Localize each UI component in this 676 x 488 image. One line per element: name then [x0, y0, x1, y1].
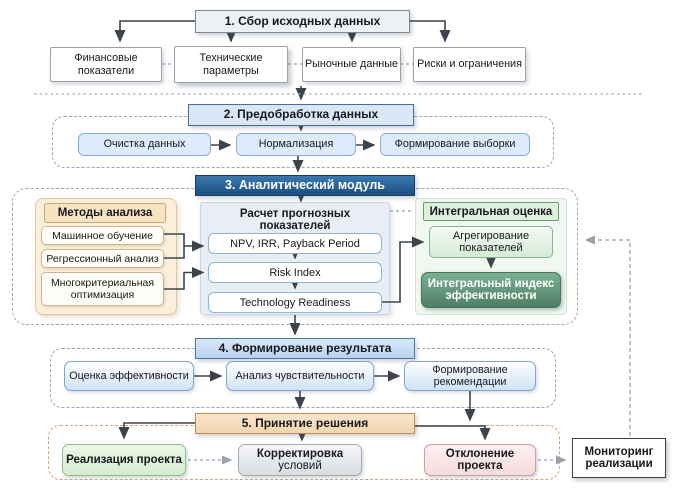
panel-title: Расчет прогнозных показателей	[239, 208, 351, 232]
node-label: Интегральный индекс эффективности	[427, 278, 555, 302]
node-indicator-aggregation	[429, 226, 553, 258]
feedback-arrow	[586, 240, 630, 436]
node-label: Машинное обучение	[52, 229, 153, 242]
section3-header	[195, 175, 415, 196]
node-sensitivity-analysis	[226, 361, 374, 391]
node-data-cleaning	[78, 133, 211, 156]
section1-title: 1. Сбор исходных данных	[224, 13, 381, 28]
node-sample-formation	[380, 133, 530, 156]
node-regression-analysis	[41, 249, 164, 268]
section3-title: 3. Аналитический модуль	[224, 177, 385, 192]
node-label: Риски и ограничения	[417, 58, 522, 71]
section2-title: 2. Предобработка данных	[223, 107, 379, 122]
node-label: Technology Readiness	[239, 296, 351, 309]
node-label: Финансовые показатели	[74, 52, 138, 77]
section2-header	[188, 104, 414, 126]
section5-header	[195, 413, 415, 434]
node-label: Реализация проекта	[66, 454, 182, 466]
node-label: Многокритериальная оптимизация	[50, 277, 155, 301]
node-label: Формирование выборки	[394, 138, 516, 151]
section5-title: 5. Принятие решения	[241, 415, 369, 430]
node-risk-index	[208, 262, 382, 283]
node-npv-irr-payback	[208, 233, 382, 254]
section4-title: 4. Формирование результата	[218, 340, 392, 355]
panel-title: Интегральная оценка	[429, 205, 553, 218]
node-label: Оценка эффективности	[69, 370, 189, 382]
node-efficiency-evaluation	[64, 361, 194, 391]
node-label-line2: условий	[278, 460, 322, 472]
section1-header	[195, 10, 410, 33]
node-label: Технические параметры	[199, 52, 263, 77]
section4-header	[195, 338, 415, 359]
node-multicriteria-optimization	[41, 272, 164, 306]
node-label: Регрессионный анализ	[46, 252, 159, 265]
node-technical-parameters	[174, 46, 288, 83]
node-technology-readiness	[208, 292, 382, 313]
node-label: Агрегирование показателей	[452, 230, 530, 254]
node-machine-learning	[41, 226, 164, 245]
node-label: Формирование рекомендации	[432, 364, 508, 388]
node-label: Отклонение проекта	[445, 448, 515, 472]
analysis-methods-header	[44, 203, 166, 223]
node-label: Рыночные данные	[304, 58, 399, 71]
node-project-rejection	[424, 444, 536, 476]
node-label: NPV, IRR, Payback Period	[230, 237, 360, 250]
node-normalization	[236, 133, 356, 156]
forecast-calculation-title	[204, 206, 386, 234]
integral-evaluation-header	[423, 202, 559, 221]
node-label-line1: Корректировка	[256, 448, 344, 460]
node-label: Очистка данных	[103, 138, 186, 151]
node-recommendation-formation	[404, 361, 536, 391]
node-market-data	[302, 47, 401, 82]
node-label: Анализ чувствительности	[235, 370, 365, 382]
node-label: Мониторинг реализации	[584, 446, 654, 470]
node-label	[257, 448, 343, 472]
panel-title: Методы анализа	[57, 207, 153, 219]
node-label: Нормализация	[258, 138, 334, 151]
node-project-realization	[62, 444, 186, 476]
node-implementation-monitoring	[572, 438, 666, 478]
node-integral-efficiency-index	[421, 272, 561, 308]
node-conditions-adjustment	[238, 444, 362, 476]
node-financial-indicators	[50, 47, 162, 82]
node-label: Risk Index	[269, 266, 321, 279]
node-risks-constraints	[413, 47, 526, 82]
